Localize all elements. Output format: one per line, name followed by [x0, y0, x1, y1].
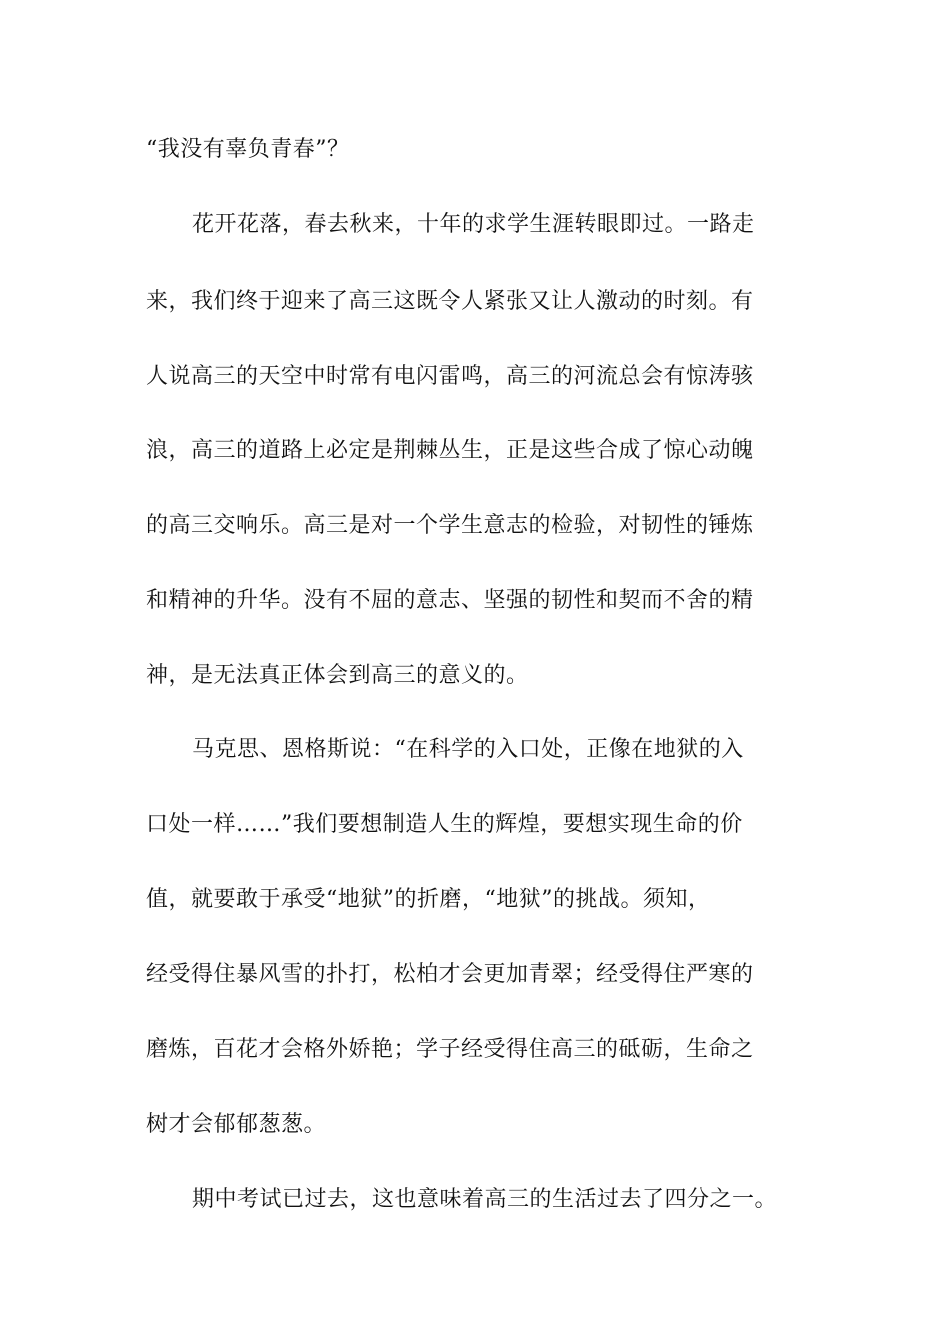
paragraph-1-line-2: 来，我们终于迎来了高三这既令人紧张又让人激动的时刻。有 [146, 289, 754, 314]
paragraph-1-line-5: 的高三交响乐。高三是对一个学生意志的检验，对韧性的锤炼 [146, 513, 754, 538]
paragraph-1-line-4: 浪，高三的道路上必定是荆棘丛生，正是这些合成了惊心动魄 [146, 438, 754, 463]
paragraph-1-line-1: 花开花落，春去秋来，十年的求学生涯转眼即过。一路走 [192, 212, 755, 237]
paragraph-1-line-3: 人说高三的天空中时常有电闪雷鸣，高三的河流总会有惊涛骇 [146, 364, 754, 389]
paragraph-1-line-6: 和精神的升华。没有不屈的意志、坚强的韧性和契而不舍的精 [146, 588, 754, 613]
paragraph-2-line-2: 口处一样……”我们要想制造人生的辉煌，要想实现生命的价 [146, 812, 743, 837]
paragraph-1-line-7: 神，是无法真正体会到高三的意义的。 [146, 663, 529, 688]
paragraph-2-line-6: 树才会郁郁葱葱。 [146, 1112, 327, 1137]
paragraph-2-line-4: 经受得住暴风雪的扑打，松柏才会更加青翠；经受得住严寒的 [146, 962, 754, 987]
text-line: “我没有辜负青春”？ [146, 137, 350, 162]
paragraph-2-line-3: 值，就要敢于承受“地狱”的折磨，“地狱”的挑战。须知， [146, 887, 711, 912]
paragraph-3-line-1: 期中考试已过去，这也意味着高三的生活过去了四分之一。 [192, 1187, 778, 1212]
paragraph-2-line-5: 磨炼，百花才会格外娇艳；学子经受得住高三的砥砺，生命之 [146, 1037, 754, 1062]
paragraph-2-line-1: 马克思、恩格斯说：“在科学的入口处，正像在地狱的入 [192, 737, 744, 762]
